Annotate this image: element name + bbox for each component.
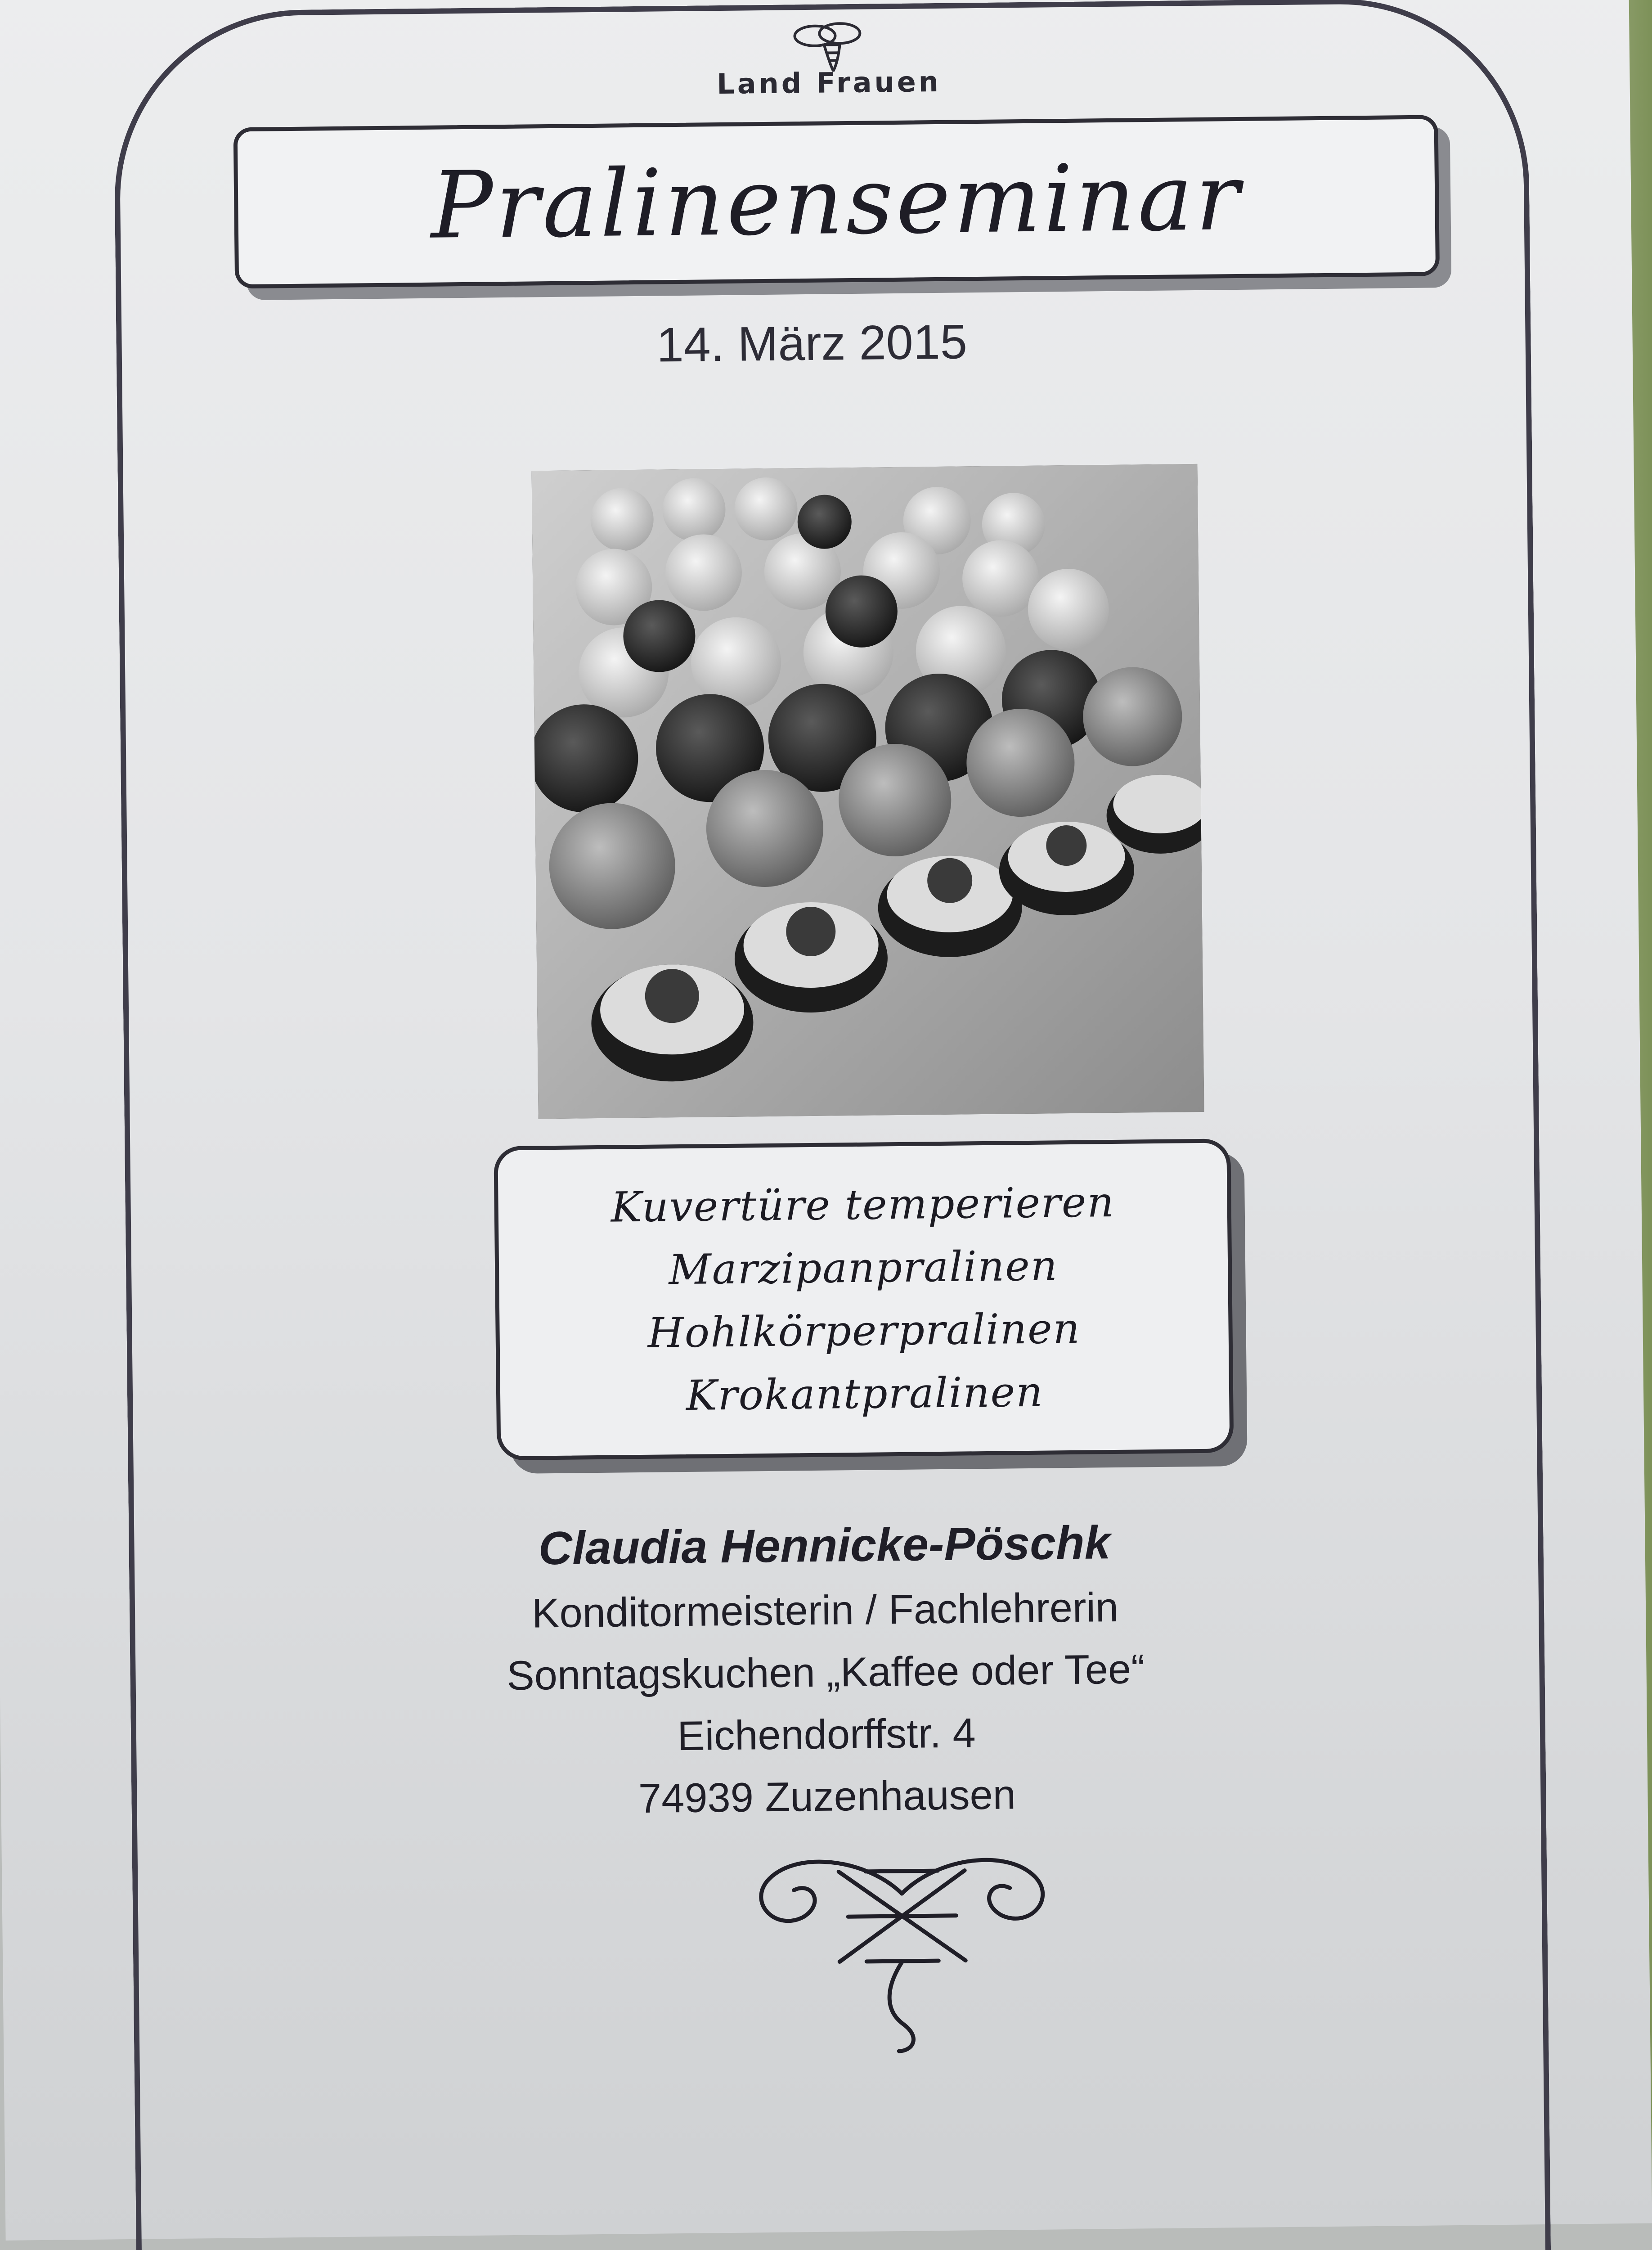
topic-item: Hohlkörperpralinen <box>647 1297 1081 1365</box>
instructor-name: Claudia Hennicke-Pöschk <box>0 1503 1651 1588</box>
page-title: Pralinenseminar <box>430 144 1243 260</box>
pralines-photo <box>532 464 1204 1119</box>
topic-item: Marzipanpralinen <box>669 1234 1059 1301</box>
city-address: 74939 Zuzenhausen <box>1 1757 1652 1836</box>
topic-item: Kuvertüre temperieren <box>611 1171 1115 1239</box>
bee-icon <box>788 18 869 72</box>
ornament-icon <box>748 1838 1056 2057</box>
contact-block <box>0 1503 1652 1836</box>
business-name: Sonntagskuchen „Kaffee oder Tee“ <box>0 1633 1652 1712</box>
street-address: Eichendorffstr. 4 <box>0 1695 1652 1774</box>
event-date: 14. März 2015 <box>0 306 1638 380</box>
topics-box <box>494 1138 1234 1460</box>
landfrauen-logo <box>671 16 987 109</box>
topic-item: Krokantpralinen <box>686 1361 1044 1427</box>
logo-text: Land Frauen <box>671 65 987 101</box>
instructor-role: Konditormeisterin / Fachlehrerin <box>0 1571 1652 1650</box>
title-box <box>233 115 1440 288</box>
